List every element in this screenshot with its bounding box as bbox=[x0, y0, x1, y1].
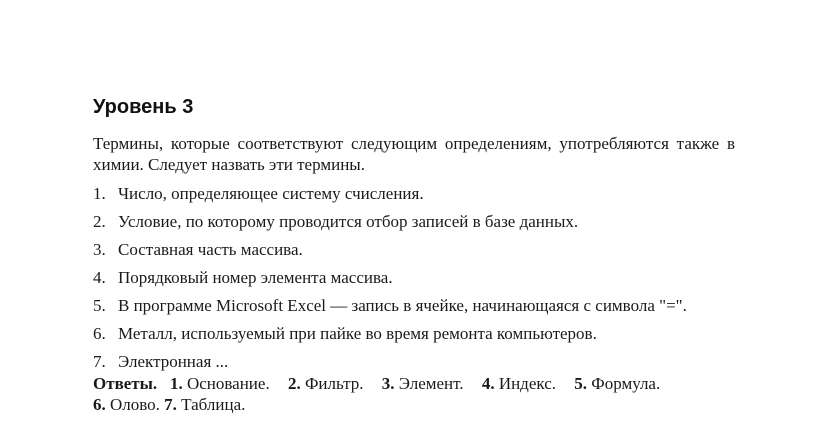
item-text: Электронная ... bbox=[118, 352, 229, 371]
item-text: Составная часть массива. bbox=[118, 240, 303, 259]
answer-text: Индекс. bbox=[498, 374, 557, 393]
answer-text: Формула. bbox=[591, 374, 661, 393]
item-number: 7. bbox=[93, 352, 106, 371]
answer-item bbox=[482, 374, 556, 393]
definitions-list bbox=[93, 180, 753, 376]
list-item bbox=[93, 208, 753, 236]
answer-item bbox=[170, 374, 270, 393]
answer-number: 3. bbox=[381, 374, 395, 393]
item-text: Число, определяющее систему счисления. bbox=[118, 184, 424, 203]
answer-text: Олово. bbox=[110, 395, 160, 414]
item-text: Порядковый номер элемента массива. bbox=[118, 268, 393, 287]
list-item bbox=[93, 236, 753, 264]
item-number: 1. bbox=[93, 184, 106, 203]
answer-number: 7. bbox=[164, 395, 177, 414]
answer-text: Основание. bbox=[186, 374, 270, 393]
list-item bbox=[93, 320, 753, 348]
answer-item bbox=[288, 374, 364, 393]
answer-text: Фильтр. bbox=[304, 374, 364, 393]
item-number: 2. bbox=[93, 212, 106, 231]
item-number: 5. bbox=[93, 296, 106, 315]
answer-item bbox=[93, 395, 160, 414]
answer-number: 4. bbox=[481, 374, 495, 393]
item-number: 4. bbox=[93, 268, 106, 287]
item-number: 3. bbox=[93, 240, 106, 259]
list-item bbox=[93, 180, 753, 208]
answer-item bbox=[382, 374, 464, 393]
item-number: 6. bbox=[93, 324, 106, 343]
list-item bbox=[93, 348, 753, 376]
answer-item bbox=[164, 395, 245, 414]
item-text: В программе Microsoft Excel — запись в ячейке, начинающаяся с символа "=". bbox=[118, 296, 687, 315]
item-text: Условие, по которому проводится отбор записей в базе данных. bbox=[118, 212, 579, 231]
answers-block bbox=[93, 373, 735, 415]
intro-paragraph: Термины, которые соответствуют следующим определениям, употребляются также в химии. Следует назвать эти термины. bbox=[93, 134, 735, 174]
answer-text: Таблица. bbox=[181, 395, 246, 414]
answers-label: Ответы. bbox=[93, 374, 158, 393]
answer-number: 2. bbox=[287, 374, 301, 393]
list-item bbox=[93, 292, 753, 320]
item-text: Металл, используемый при пайке во время ремонта компьютеров. bbox=[118, 324, 597, 343]
answer-number: 5. bbox=[574, 374, 588, 393]
list-item bbox=[93, 264, 753, 292]
section-heading: Уровень 3 bbox=[93, 96, 194, 118]
answer-number: 1. bbox=[169, 374, 183, 393]
answer-text: Элемент. bbox=[398, 374, 464, 393]
answer-number: 6. bbox=[93, 395, 106, 414]
answer-item bbox=[574, 374, 660, 393]
